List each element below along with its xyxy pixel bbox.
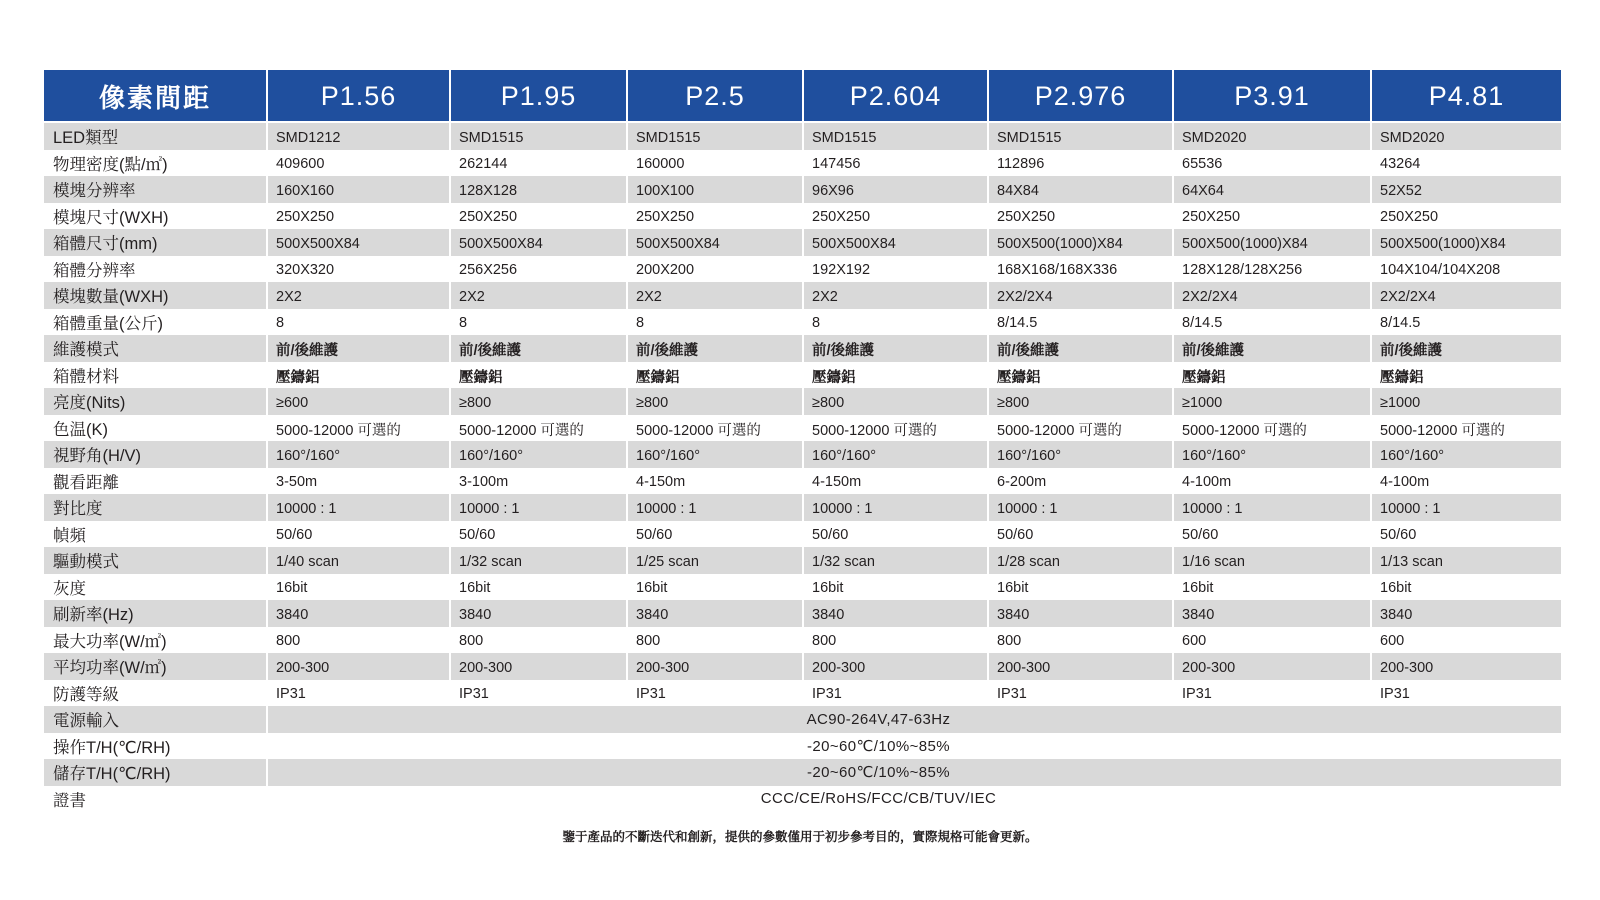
spec-value-cell: 1/32 scan: [804, 547, 987, 574]
spec-value-cell: 409600: [268, 150, 449, 177]
spec-merged-row: [44, 786, 1561, 813]
spec-value-cell: 500X500(1000)X84: [1372, 229, 1561, 256]
spec-value-cell: 800: [268, 627, 449, 654]
spec-row: [44, 600, 1561, 627]
spec-value-cell: 128X128/128X256: [1174, 256, 1370, 283]
spec-row: [44, 150, 1561, 177]
spec-row: [44, 627, 1561, 654]
spec-value-cell: 5000-12000 可選的: [628, 415, 802, 442]
spec-row-label: 箱體分辨率: [44, 256, 266, 283]
spec-value-cell: 50/60: [989, 521, 1172, 548]
spec-value-cell: 4-100m: [1372, 468, 1561, 495]
spec-value-cell: 160000: [628, 150, 802, 177]
spec-value-cell: 500X500X84: [268, 229, 449, 256]
spec-row: [44, 680, 1561, 707]
spec-value-cell: 192X192: [804, 256, 987, 283]
spec-value-cell: ≥800: [804, 388, 987, 415]
spec-row-label: 刷新率(Hz): [44, 600, 266, 627]
table-body: [44, 123, 1561, 812]
spec-row: [44, 335, 1561, 362]
spec-value-cell: 前/後維護: [989, 335, 1172, 362]
spec-value-cell: 2X2/2X4: [1174, 282, 1370, 309]
spec-value-cell: 3840: [451, 600, 626, 627]
spec-value-cell: 16bit: [451, 574, 626, 601]
spec-value-cell: 1/28 scan: [989, 547, 1172, 574]
header-model-cell: P2.604: [804, 70, 987, 121]
spec-value-cell: ≥800: [451, 388, 626, 415]
spec-value-cell: 43264: [1372, 150, 1561, 177]
spec-value-cell: 160°/160°: [268, 441, 449, 468]
spec-value-cell: 5000-12000 可選的: [804, 415, 987, 442]
spec-value-cell: 2X2: [804, 282, 987, 309]
header-model-cell: P3.91: [1174, 70, 1370, 121]
spec-value-cell: IP31: [1372, 680, 1561, 707]
spec-value-cell: 1/32 scan: [451, 547, 626, 574]
table-header-row: [44, 70, 1561, 121]
spec-value-cell: 50/60: [451, 521, 626, 548]
spec-value-cell: 112896: [989, 150, 1172, 177]
spec-value-cell: 3840: [1174, 600, 1370, 627]
spec-value-cell: 160°/160°: [1174, 441, 1370, 468]
spec-merged-row: [44, 733, 1561, 760]
spec-value-cell: 16bit: [804, 574, 987, 601]
spec-value-cell: IP31: [989, 680, 1172, 707]
spec-value-cell: 16bit: [268, 574, 449, 601]
spec-value-cell: 壓鑄鋁: [268, 362, 449, 389]
spec-value-cell: 64X64: [1174, 176, 1370, 203]
spec-value-cell: 100X100: [628, 176, 802, 203]
spec-value-cell: ≥600: [268, 388, 449, 415]
spec-value-cell: SMD1515: [989, 123, 1172, 150]
disclaimer-footnote: 鑒于產品的不斷迭代和創新，提供的參數僅用于初步參考目的，實際規格可能會更新。: [562, 830, 1038, 844]
spec-value-cell: 1/40 scan: [268, 547, 449, 574]
spec-merged-value: CCC/CE/RoHS/FCC/CB/TUV/IEC: [268, 786, 1561, 813]
spec-row: [44, 256, 1561, 283]
spec-value-cell: 前/後維護: [1174, 335, 1370, 362]
spec-row-label: 觀看距離: [44, 468, 266, 495]
spec-row-label: 平均功率(W/㎡): [44, 653, 266, 680]
spec-row: [44, 362, 1561, 389]
spec-value-cell: 52X52: [1372, 176, 1561, 203]
spec-table: [44, 70, 1561, 812]
spec-row-label: 模塊尺寸(WXH): [44, 203, 266, 230]
spec-value-cell: 前/後維護: [804, 335, 987, 362]
spec-value-cell: 500X500(1000)X84: [989, 229, 1172, 256]
spec-row: [44, 494, 1561, 521]
spec-row-label: 箱體重量(公斤): [44, 309, 266, 336]
spec-value-cell: 50/60: [268, 521, 449, 548]
spec-row-label: LED類型: [44, 123, 266, 150]
spec-value-cell: 160°/160°: [804, 441, 987, 468]
spec-value-cell: 500X500(1000)X84: [1174, 229, 1370, 256]
spec-value-cell: 50/60: [1372, 521, 1561, 548]
spec-row-label: 物理密度(點/㎡): [44, 150, 266, 177]
header-model-cell: P2.5: [628, 70, 802, 121]
spec-value-cell: 8/14.5: [1372, 309, 1561, 336]
spec-value-cell: 600: [1174, 627, 1370, 654]
spec-row-label: 維護模式: [44, 335, 266, 362]
spec-value-cell: IP31: [268, 680, 449, 707]
spec-value-cell: 前/後維護: [451, 335, 626, 362]
spec-value-cell: 5000-12000 可選的: [989, 415, 1172, 442]
spec-value-cell: 壓鑄鋁: [804, 362, 987, 389]
spec-row-label: 模塊數量(WXH): [44, 282, 266, 309]
spec-row: [44, 176, 1561, 203]
spec-value-cell: 147456: [804, 150, 987, 177]
spec-value-cell: 2X2/2X4: [1372, 282, 1561, 309]
spec-row: [44, 653, 1561, 680]
spec-value-cell: 50/60: [628, 521, 802, 548]
spec-value-cell: SMD1515: [451, 123, 626, 150]
header-pitch-label: 像素間距: [44, 70, 266, 121]
spec-value-cell: 8: [451, 309, 626, 336]
spec-value-cell: 8/14.5: [1174, 309, 1370, 336]
spec-value-cell: ≥800: [989, 388, 1172, 415]
spec-value-cell: 10000 : 1: [989, 494, 1172, 521]
spec-value-cell: 3840: [989, 600, 1172, 627]
spec-value-cell: 250X250: [628, 203, 802, 230]
spec-value-cell: 前/後維護: [268, 335, 449, 362]
spec-value-cell: 160°/160°: [1372, 441, 1561, 468]
spec-value-cell: 2X2: [451, 282, 626, 309]
spec-value-cell: 壓鑄鋁: [1174, 362, 1370, 389]
spec-value-cell: 3840: [1372, 600, 1561, 627]
header-model-cell: P4.81: [1372, 70, 1561, 121]
spec-value-cell: 800: [804, 627, 987, 654]
spec-value-cell: SMD1515: [628, 123, 802, 150]
spec-value-cell: 104X104/104X208: [1372, 256, 1561, 283]
spec-row-label: 操作T/H(℃/RH): [44, 733, 266, 760]
spec-value-cell: 2X2/2X4: [989, 282, 1172, 309]
spec-value-cell: 200-300: [451, 653, 626, 680]
spec-value-cell: 1/25 scan: [628, 547, 802, 574]
spec-value-cell: 16bit: [1372, 574, 1561, 601]
spec-value-cell: IP31: [804, 680, 987, 707]
spec-value-cell: 5000-12000 可選的: [1174, 415, 1370, 442]
spec-value-cell: 壓鑄鋁: [989, 362, 1172, 389]
spec-row-label: 箱體尺寸(mm): [44, 229, 266, 256]
spec-row: [44, 123, 1561, 150]
spec-value-cell: 320X320: [268, 256, 449, 283]
header-model-cell: P1.95: [451, 70, 626, 121]
spec-value-cell: 160°/160°: [989, 441, 1172, 468]
spec-value-cell: 65536: [1174, 150, 1370, 177]
spec-value-cell: 262144: [451, 150, 626, 177]
spec-value-cell: 3840: [628, 600, 802, 627]
spec-value-cell: 200-300: [804, 653, 987, 680]
spec-value-cell: 8: [804, 309, 987, 336]
spec-value-cell: 500X500X84: [804, 229, 987, 256]
spec-row: [44, 521, 1561, 548]
spec-row: [44, 309, 1561, 336]
spec-row-label: 防護等級: [44, 680, 266, 707]
spec-value-cell: 4-150m: [628, 468, 802, 495]
spec-value-cell: 10000 : 1: [628, 494, 802, 521]
spec-value-cell: 10000 : 1: [268, 494, 449, 521]
spec-value-cell: 800: [451, 627, 626, 654]
spec-value-cell: 200-300: [1174, 653, 1370, 680]
spec-value-cell: SMD1212: [268, 123, 449, 150]
spec-value-cell: 200X200: [628, 256, 802, 283]
spec-value-cell: 3840: [804, 600, 987, 627]
spec-value-cell: 10000 : 1: [1174, 494, 1370, 521]
spec-merged-value: -20~60℃/10%~85%: [268, 759, 1561, 786]
spec-row: [44, 441, 1561, 468]
spec-value-cell: SMD2020: [1174, 123, 1370, 150]
spec-row-label: 驅動模式: [44, 547, 266, 574]
spec-row: [44, 547, 1561, 574]
spec-value-cell: 800: [628, 627, 802, 654]
spec-value-cell: 2X2: [628, 282, 802, 309]
spec-value-cell: 8/14.5: [989, 309, 1172, 336]
spec-row-label: 幀頻: [44, 521, 266, 548]
spec-value-cell: 50/60: [1174, 521, 1370, 548]
spec-value-cell: 250X250: [1174, 203, 1370, 230]
spec-value-cell: 500X500X84: [451, 229, 626, 256]
spec-value-cell: 250X250: [1372, 203, 1561, 230]
spec-value-cell: 200-300: [989, 653, 1172, 680]
spec-merged-row: [44, 706, 1561, 733]
spec-row-label: 模塊分辨率: [44, 176, 266, 203]
spec-value-cell: 250X250: [268, 203, 449, 230]
spec-row: [44, 229, 1561, 256]
header-model-cell: P2.976: [989, 70, 1172, 121]
spec-value-cell: SMD2020: [1372, 123, 1561, 150]
spec-value-cell: 256X256: [451, 256, 626, 283]
spec-value-cell: 160°/160°: [451, 441, 626, 468]
spec-value-cell: 5000-12000 可選的: [268, 415, 449, 442]
spec-value-cell: 200-300: [1372, 653, 1561, 680]
header-model-cell: P1.56: [268, 70, 449, 121]
spec-value-cell: ≥800: [628, 388, 802, 415]
spec-value-cell: 3-100m: [451, 468, 626, 495]
spec-value-cell: ≥1000: [1174, 388, 1370, 415]
spec-value-cell: 200-300: [268, 653, 449, 680]
spec-value-cell: 8: [628, 309, 802, 336]
spec-value-cell: 84X84: [989, 176, 1172, 203]
spec-value-cell: 800: [989, 627, 1172, 654]
spec-value-cell: 1/13 scan: [1372, 547, 1561, 574]
spec-row-label: 對比度: [44, 494, 266, 521]
spec-value-cell: 250X250: [804, 203, 987, 230]
spec-merged-row: [44, 759, 1561, 786]
spec-value-cell: 前/後維護: [628, 335, 802, 362]
spec-value-cell: 壓鑄鋁: [628, 362, 802, 389]
spec-row: [44, 282, 1561, 309]
spec-value-cell: 3-50m: [268, 468, 449, 495]
spec-value-cell: 10000 : 1: [804, 494, 987, 521]
spec-row-label: 灰度: [44, 574, 266, 601]
spec-value-cell: IP31: [451, 680, 626, 707]
spec-value-cell: 10000 : 1: [1372, 494, 1561, 521]
spec-value-cell: 96X96: [804, 176, 987, 203]
spec-row-label: 電源輸入: [44, 706, 266, 733]
spec-row-label: 證書: [44, 786, 266, 813]
spec-value-cell: 1/16 scan: [1174, 547, 1370, 574]
spec-value-cell: 500X500X84: [628, 229, 802, 256]
spec-value-cell: 壓鑄鋁: [451, 362, 626, 389]
spec-value-cell: 16bit: [628, 574, 802, 601]
spec-value-cell: 8: [268, 309, 449, 336]
spec-row-label: 儲存T/H(℃/RH): [44, 759, 266, 786]
spec-value-cell: 160X160: [268, 176, 449, 203]
spec-value-cell: 4-100m: [1174, 468, 1370, 495]
spec-value-cell: 16bit: [989, 574, 1172, 601]
spec-value-cell: 6-200m: [989, 468, 1172, 495]
spec-value-cell: 前/後維護: [1372, 335, 1561, 362]
spec-row: [44, 468, 1561, 495]
spec-value-cell: 5000-12000 可選的: [1372, 415, 1561, 442]
spec-row: [44, 574, 1561, 601]
spec-value-cell: 5000-12000 可選的: [451, 415, 626, 442]
spec-value-cell: 128X128: [451, 176, 626, 203]
spec-row-label: 亮度(Nits): [44, 388, 266, 415]
spec-value-cell: IP31: [628, 680, 802, 707]
spec-value-cell: 168X168/168X336: [989, 256, 1172, 283]
spec-value-cell: 10000 : 1: [451, 494, 626, 521]
spec-value-cell: IP31: [1174, 680, 1370, 707]
spec-value-cell: 壓鑄鋁: [1372, 362, 1561, 389]
spec-value-cell: 250X250: [451, 203, 626, 230]
spec-row-label: 最大功率(W/㎡): [44, 627, 266, 654]
spec-value-cell: ≥1000: [1372, 388, 1561, 415]
spec-row: [44, 388, 1561, 415]
spec-merged-value: -20~60℃/10%~85%: [268, 733, 1561, 760]
spec-value-cell: 16bit: [1174, 574, 1370, 601]
spec-value-cell: 160°/160°: [628, 441, 802, 468]
spec-value-cell: 200-300: [628, 653, 802, 680]
spec-row-label: 視野角(H/V): [44, 441, 266, 468]
spec-value-cell: 3840: [268, 600, 449, 627]
spec-value-cell: SMD1515: [804, 123, 987, 150]
spec-row: [44, 203, 1561, 230]
spec-value-cell: 50/60: [804, 521, 987, 548]
spec-value-cell: 600: [1372, 627, 1561, 654]
spec-value-cell: 250X250: [989, 203, 1172, 230]
spec-value-cell: 2X2: [268, 282, 449, 309]
spec-value-cell: 4-150m: [804, 468, 987, 495]
spec-row-label: 色温(K): [44, 415, 266, 442]
spec-row: [44, 415, 1561, 442]
spec-merged-value: AC90-264V,47-63Hz: [268, 706, 1561, 733]
spec-row-label: 箱體材料: [44, 362, 266, 389]
